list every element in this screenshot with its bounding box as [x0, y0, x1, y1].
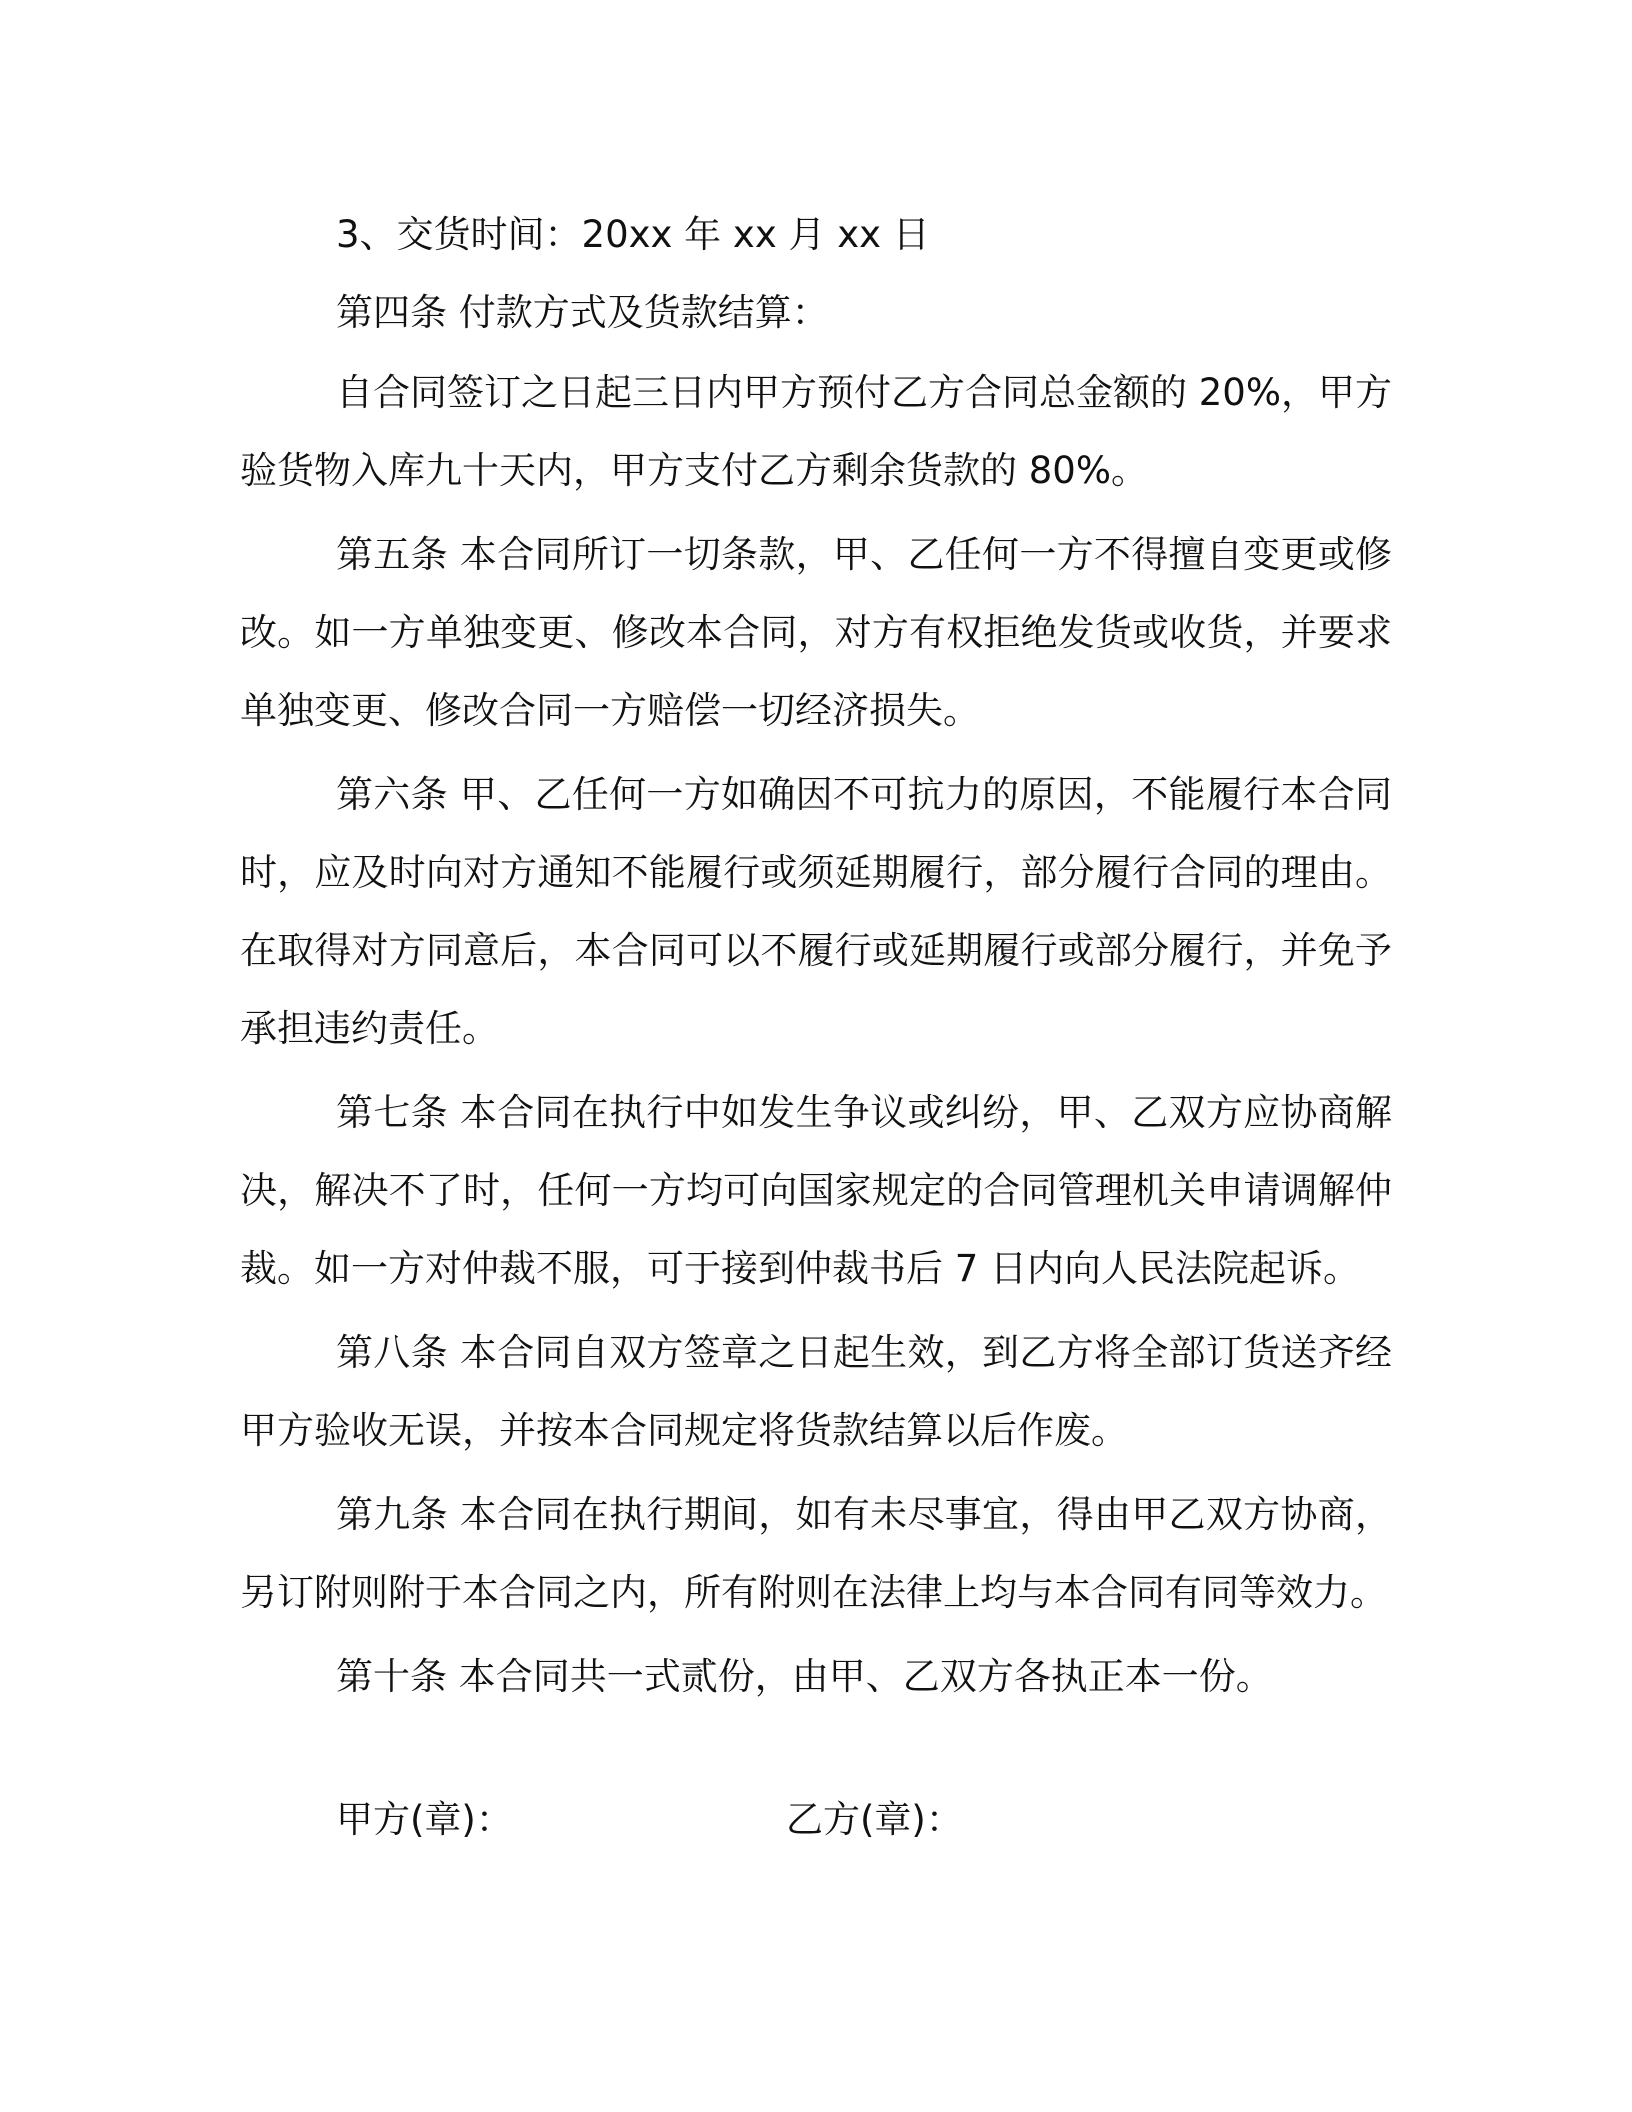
delivery-time-clause: 3、交货时间：20xx 年 xx 月 xx 日: [336, 213, 930, 256]
party-b-seal-label: 乙方(章)：: [786, 1798, 963, 1841]
article-5-paragraph: 第五条 本合同所订一切条款，甲、乙任何一方不得擅自变更或修改。如一方单独变更、修改本合同，对方有权拒绝发货或收货，并要求单独变更、修改合同一方赔偿一切经济损失。: [240, 533, 1392, 732]
article-6-paragraph: 第六条 甲、乙任何一方如确因不可抗力的原因，不能履行本合同时，应及时向对方通知不能履行或须延期履行，部分履行合同的理由。在取得对方同意后，本合同可以不履行或延期履行或部分履行，并免予承担违约责任。: [240, 773, 1392, 1050]
article-8-paragraph: 第八条 本合同自双方签章之日起生效，到乙方将全部订货送齐经甲方验收无误，并按本合同规定将货款结算以后作废。: [240, 1331, 1392, 1452]
article-4-heading: 第四条 付款方式及货款结算：: [336, 291, 829, 334]
party-a-seal-label: 甲方(章)：: [336, 1798, 513, 1841]
payment-terms-paragraph: 自合同签订之日起三日内甲方预付乙方合同总金额的 20%，甲方验货物入库九十天内，甲方支付乙方剩余货款的 80%。: [240, 371, 1392, 492]
article-9-paragraph: 第九条 本合同在执行期间，如有未尽事宜，得由甲乙双方协商，另订附则附于本合同之内，所有附则在法律上均与本合同有同等效力。: [240, 1493, 1392, 1614]
article-7-paragraph: 第七条 本合同在执行中如发生争议或纠纷，甲、乙双方应协商解决，解决不了时，任何一方均可向国家规定的合同管理机关申请调解仲裁。如一方对仲裁不服，可于接到仲裁书后 7 日内向人民法院起诉。: [240, 1091, 1392, 1290]
article-10-paragraph: 第十条 本合同共一式贰份，由甲、乙双方各执正本一份。: [336, 1655, 1273, 1698]
document-body: [240, 196, 1392, 1722]
